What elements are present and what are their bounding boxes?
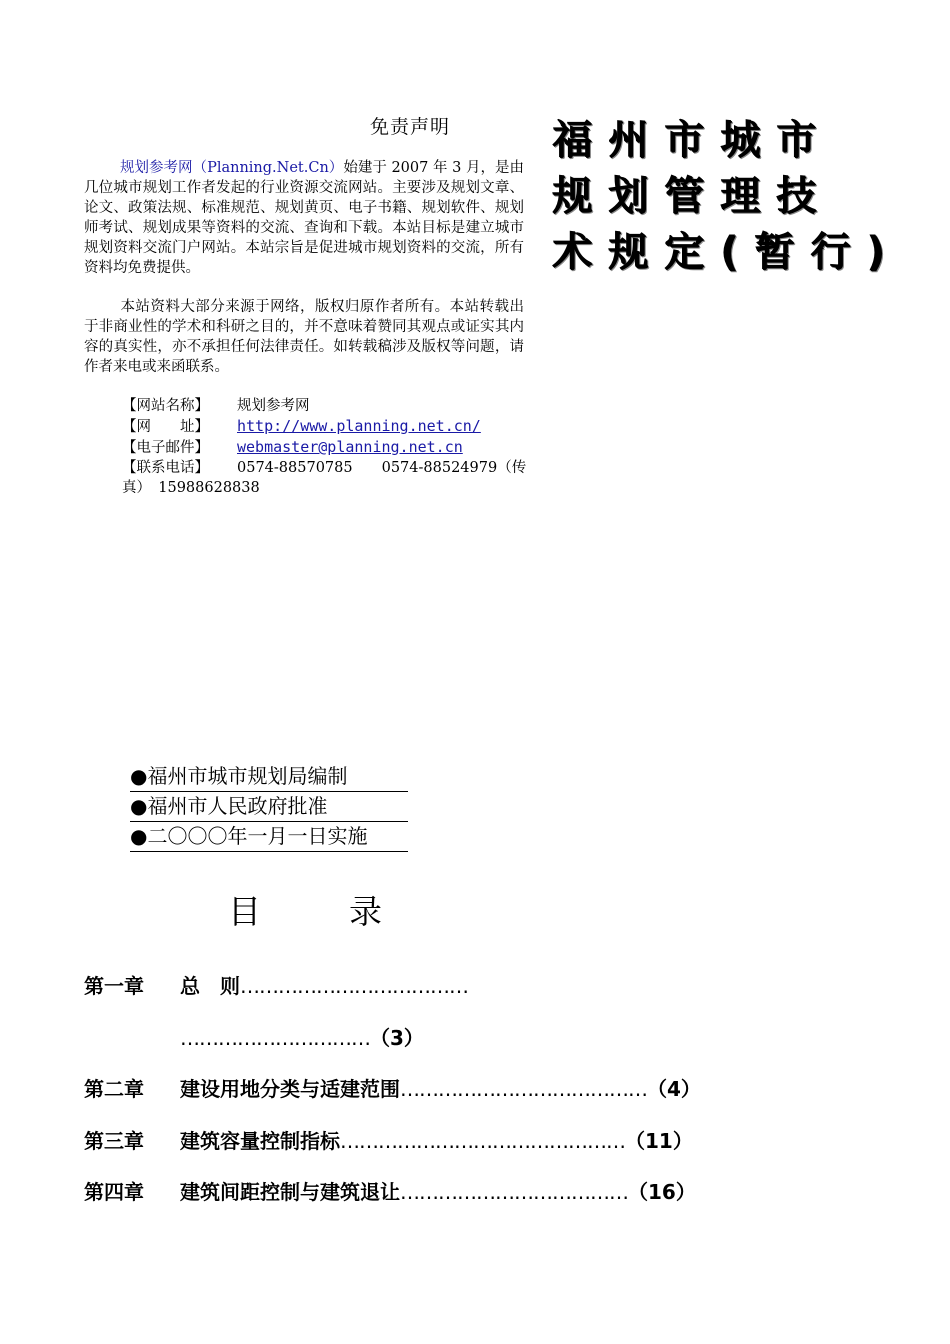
info-approved-by: ●福州市人民政府批准 [130,792,408,822]
toc-leader-dots: ………………………………… [400,1077,647,1101]
toc-chapter-label: 第四章 [84,1180,144,1204]
toc-chapter-title: 建筑间距控制与建筑退让 [180,1180,400,1204]
toc-row-chapter-3[interactable] [84,1125,693,1154]
toc-page-number: （16） [628,1180,696,1204]
email-link[interactable]: webmaster@planning.net.cn [237,438,463,456]
toc-chapter-title: 建设用地分类与适建范围 [180,1077,400,1101]
contact-block [122,396,532,498]
toc-heading-right: 录 [349,892,382,931]
toc-row-chapter-2[interactable] [84,1073,701,1102]
document-title-line-2: 规划管理技 [552,173,832,219]
toc-leader-dots: ………………………… [180,1026,370,1050]
disclaimer-title: 免责声明 [370,116,451,138]
toc-leader-dots: ……………………………………… [340,1129,625,1153]
toc-leader-dots: ……………………………… [240,974,468,998]
toc-chapter-label: 第一章 [84,974,144,998]
toc-chapter-label: 第三章 [84,1129,144,1153]
info-effective-date: ●二〇〇〇年一月一日实施 [130,822,408,852]
document-title-line-3: 术规定(暂行) [552,229,901,275]
toc-row-chapter-1[interactable] [84,970,468,999]
document-title-line-1: 福州市城市 [552,117,832,163]
contact-row-phone-cont: 真） 15988628838 [122,480,260,496]
site-name-value: 规划参考网 [237,398,310,414]
toc-page-number: （11） [625,1129,693,1153]
email-label: 【电子邮件】 [122,440,209,456]
paragraph-2-text: 本站资料大部分来源于网络，版权归原作者所有。本站转载出于非商业性的学术和科研之目的，并不意味着赞同其观点或证实其内容的真实性，亦不承担任何法律责任。如转载稿涉及版权等问题，请作者来电或来函联系。 [84,299,524,375]
paragraph-1-text: 始建于 2007 年 3 月，是由几位城市规划工作者发起的行业资源交流网站。主要涉及规划文章、论文、政策法规、标准规范、规划黄页、电子书籍、规划软件、规划师考试、规划成果等资料的交流、查询和下载。本站目标是建立城市规划资料交流门户网站。本站宗旨是促进城市规划资料的交流，所有资料均免费提供。 [84,160,524,276]
toc-row-chapter-1-cont[interactable] [180,1022,424,1051]
toc-leader-dots: ……………………………… [400,1180,628,1204]
toc-chapter-title: 建筑容量控制指标 [180,1129,340,1153]
toc-page-number: （3） [370,1026,424,1050]
phone-value: 0574-88570785 0574-88524979（传 [237,460,527,476]
toc-page-number: （4） [647,1077,701,1101]
info-compiled-by: ●福州市城市规划局编制 [130,762,408,792]
contact-row-name [122,396,532,416]
url-link[interactable]: http://www.planning.net.cn/ [237,417,481,435]
contact-row-phone [122,458,532,478]
document-title [552,112,901,280]
contact-row-url [122,416,532,437]
url-label: 【网 址】 [122,419,209,435]
contact-row-email [122,437,532,458]
site-name-highlight: 规划参考网（Planning.Net.Cn） [120,160,344,176]
toc-chapter-title: 总 则 [180,974,240,998]
toc-row-chapter-4[interactable] [84,1176,696,1205]
site-name-label: 【网站名称】 [122,398,209,414]
disclaimer-paragraph-1 [84,158,524,278]
toc-heading-left: 目 [228,892,261,931]
publication-info [130,762,408,852]
disclaimer-paragraph-2 [84,297,524,377]
phone-label: 【联系电话】 [122,460,209,476]
toc-chapter-label: 第二章 [84,1077,144,1101]
toc-heading [228,886,470,933]
